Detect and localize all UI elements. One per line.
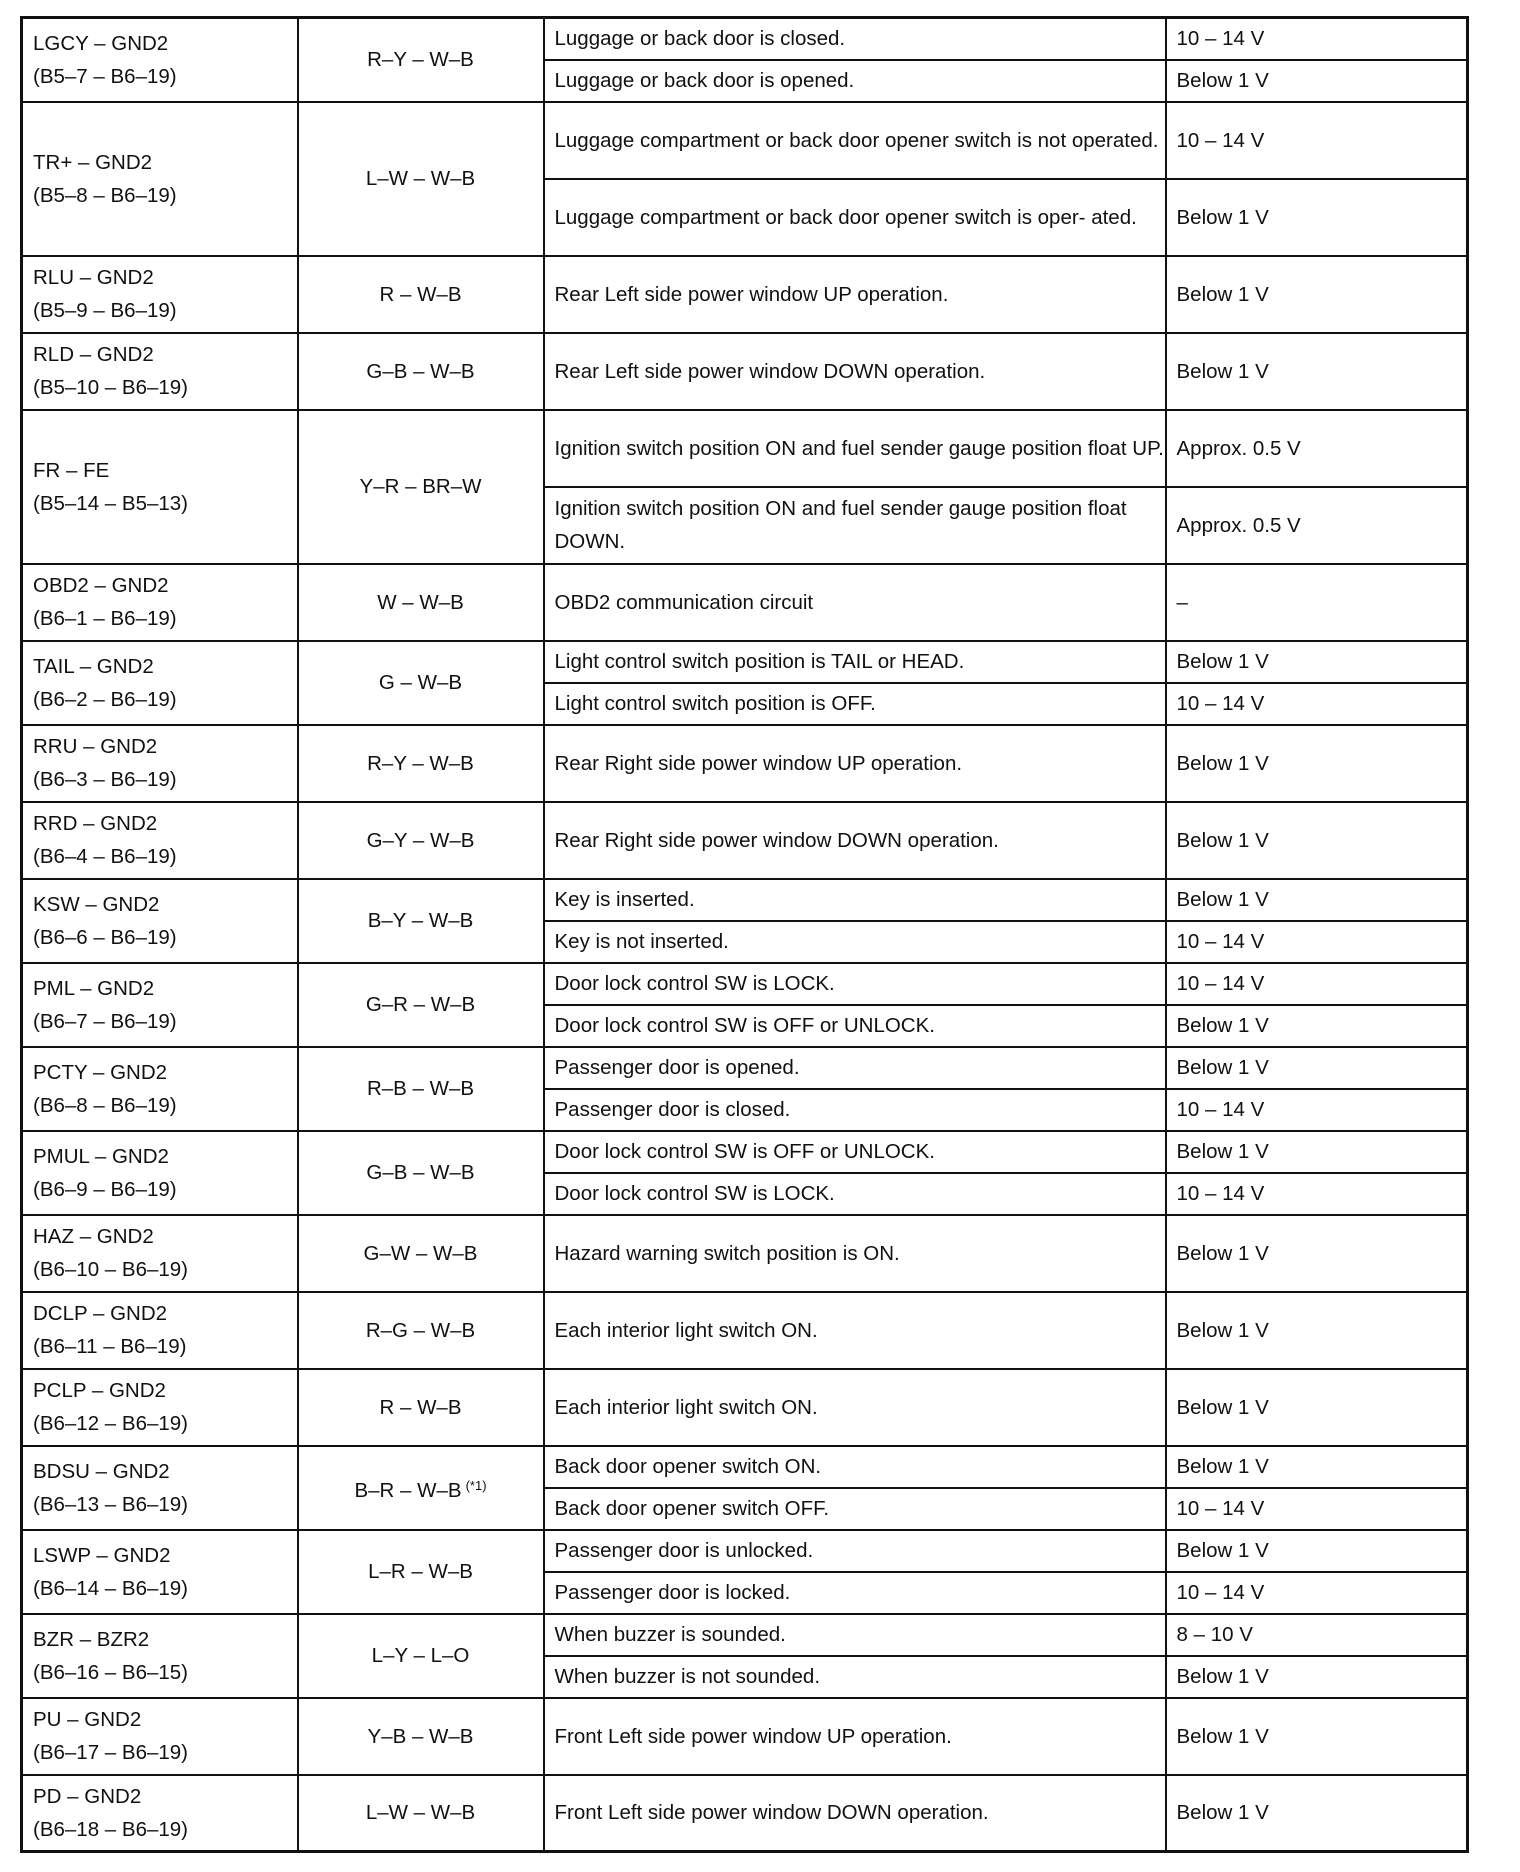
table-row (22, 564, 1468, 641)
terminal-cell (22, 1446, 298, 1530)
specified-value-cell: Below 1 V (1166, 802, 1468, 879)
specified-value-cell: Below 1 V (1166, 1292, 1468, 1369)
terminal-name: BDSU – GND2 (33, 1459, 170, 1483)
table-row (22, 1131, 1468, 1173)
terminal-name: LGCY – GND2 (33, 31, 169, 55)
terminal-pins: (B6–8 – B6–19) (33, 1093, 177, 1117)
wiring-color-cell (298, 1215, 544, 1292)
specified-value-cell: Below 1 V (1166, 1131, 1468, 1173)
condition-cell: Rear Right side power window DOWN operation. (544, 802, 1166, 879)
terminal-cell (22, 1775, 298, 1852)
terminal-cell (22, 1614, 298, 1698)
condition-cell: Passenger door is locked. (544, 1572, 1166, 1614)
footnote-mark: (*1) (465, 1477, 487, 1493)
wiring-color-cell (298, 333, 544, 410)
wiring-color-cell (298, 1614, 544, 1698)
wiring-color: G–B – W–B (366, 359, 475, 383)
terminal-cell (22, 564, 298, 641)
terminal-cell (22, 1131, 298, 1215)
terminal-name: BZR – BZR2 (33, 1627, 150, 1651)
terminal-cell (22, 18, 298, 102)
terminal-pins: (B6–7 – B6–19) (33, 1009, 177, 1033)
wiring-color: Y–R – BR–W (359, 475, 482, 498)
condition-cell: Light control switch position is OFF. (544, 683, 1166, 725)
specified-value-cell: Below 1 V (1166, 1215, 1468, 1292)
specified-value-cell: Below 1 V (1166, 179, 1468, 256)
wiring-color-cell (298, 725, 544, 802)
terminal-pins: (B6–16 – B6–15) (33, 1660, 189, 1684)
table-row (22, 879, 1468, 921)
wiring-color: B–Y – W–B (367, 909, 474, 932)
wiring-color-cell (298, 1047, 544, 1131)
condition-cell: Light control switch position is TAIL or HEAD. (544, 641, 1166, 683)
condition-cell: Back door opener switch ON. (544, 1446, 1166, 1488)
specified-value-cell: 10 – 14 V (1166, 921, 1468, 963)
condition-cell: Passenger door is unlocked. (544, 1530, 1166, 1572)
wiring-color-cell (298, 256, 544, 333)
wiring-color: G–Y – W–B (366, 828, 475, 852)
wiring-color: Y–B – W–B (367, 1724, 474, 1748)
terminal-name: PCTY – GND2 (33, 1060, 168, 1084)
condition-cell: When buzzer is sounded. (544, 1614, 1166, 1656)
condition-cell: When buzzer is not sounded. (544, 1656, 1166, 1698)
terminal-pins: (B6–14 – B6–19) (33, 1576, 189, 1600)
table-row (22, 1614, 1468, 1656)
terminal-pins: (B6–11 – B6–19) (33, 1335, 187, 1358)
terminal-name: KSW – GND2 (33, 892, 160, 916)
terminal-pins: (B5–10 – B6–19) (33, 376, 189, 399)
wiring-color: G – W–B (378, 671, 463, 694)
terminal-pins: (B6–10 – B6–19) (33, 1258, 189, 1281)
wiring-color: R – W–B (379, 1395, 462, 1419)
terminal-name: RRU – GND2 (33, 735, 158, 758)
table-row (22, 410, 1468, 487)
table-row (22, 1292, 1468, 1369)
terminal-name: DCLP – GND2 (33, 1302, 168, 1325)
condition-cell: Luggage or back door is closed. (544, 18, 1166, 60)
table-row (22, 802, 1468, 879)
table-row (22, 1047, 1468, 1089)
specified-value-cell: Below 1 V (1166, 1446, 1468, 1488)
wiring-color-cell (298, 1131, 544, 1215)
terminal-cell (22, 802, 298, 879)
wiring-color: L–W – W–B (365, 167, 476, 190)
condition-cell: Door lock control SW is OFF or UNLOCK. (544, 1005, 1166, 1047)
wiring-color: R – W–B (379, 282, 462, 306)
condition-cell: Rear Left side power window UP operation. (544, 256, 1166, 333)
wiring-color-cell (298, 963, 544, 1047)
table-row (22, 1775, 1468, 1852)
terminal-spec-sheet (20, 16, 1466, 1853)
wiring-color: R–G – W–B (365, 1318, 476, 1342)
terminal-name: HAZ – GND2 (33, 1225, 154, 1248)
terminal-name: OBD2 – GND2 (33, 574, 169, 597)
wiring-color-cell (298, 879, 544, 963)
terminal-pins: (B6–18 – B6–19) (33, 1817, 189, 1841)
specified-value-cell: Approx. 0.5 V (1166, 487, 1468, 564)
terminal-pins: (B6–3 – B6–19) (33, 768, 177, 791)
wiring-color: G–R – W–B (365, 993, 476, 1016)
terminal-cell (22, 1369, 298, 1446)
condition-cell: Back door opener switch OFF. (544, 1488, 1166, 1530)
terminal-pins: (B6–9 – B6–19) (33, 1177, 177, 1201)
terminal-pins: (B6–17 – B6–19) (33, 1741, 189, 1764)
specified-value-cell: Approx. 0.5 V (1166, 410, 1468, 487)
terminal-cell (22, 102, 298, 256)
terminal-voltage-table (20, 16, 1469, 1853)
wiring-color: R–Y – W–B (367, 751, 474, 775)
wiring-color: L–R – W–B (368, 1560, 473, 1583)
wiring-color: G–W – W–B (363, 1241, 478, 1265)
specified-value-cell: Below 1 V (1166, 879, 1468, 921)
condition-cell: Door lock control SW is OFF or UNLOCK. (544, 1131, 1166, 1173)
terminal-cell (22, 256, 298, 333)
wiring-color-cell (298, 1369, 544, 1446)
condition-cell: Passenger door is closed. (544, 1089, 1166, 1131)
specified-value-cell: Below 1 V (1166, 333, 1468, 410)
terminal-name: RLD – GND2 (33, 343, 154, 366)
table-row (22, 641, 1468, 683)
terminal-pins: (B5–14 – B5–13) (33, 491, 189, 515)
condition-cell: Key is not inserted. (544, 921, 1166, 963)
terminal-cell (22, 641, 298, 725)
table-row (22, 963, 1468, 1005)
specified-value-cell: 10 – 14 V (1166, 1488, 1468, 1530)
specified-value-cell: 10 – 14 V (1166, 1089, 1468, 1131)
terminal-pins: (B5–8 – B6–19) (33, 183, 177, 207)
terminal-name: TR+ – GND2 (33, 150, 153, 174)
specified-value-cell: Below 1 V (1166, 1530, 1468, 1572)
specified-value-cell: 10 – 14 V (1166, 1173, 1468, 1215)
terminal-cell (22, 333, 298, 410)
terminal-cell (22, 963, 298, 1047)
specified-value-cell: Below 1 V (1166, 1775, 1468, 1852)
terminal-pins: (B6–13 – B6–19) (33, 1492, 189, 1516)
table-row (22, 1369, 1468, 1446)
terminal-name: TAIL – GND2 (33, 654, 154, 678)
specified-value-cell: 10 – 14 V (1166, 102, 1468, 179)
condition-cell: Hazard warning switch position is ON. (544, 1215, 1166, 1292)
condition-cell: Ignition switch position ON and fuel sender gauge position float DOWN. (544, 487, 1166, 564)
wiring-color-cell (298, 1446, 544, 1530)
wiring-color-cell (298, 1698, 544, 1775)
wiring-color-cell (298, 1775, 544, 1852)
table-row (22, 725, 1468, 802)
table-row (22, 1698, 1468, 1775)
condition-cell: Front Left side power window DOWN operation. (544, 1775, 1166, 1852)
terminal-cell (22, 1047, 298, 1131)
specified-value-cell: Below 1 V (1166, 256, 1468, 333)
terminal-pins: (B6–6 – B6–19) (33, 925, 177, 949)
terminal-cell (22, 1698, 298, 1775)
condition-cell: Luggage or back door is opened. (544, 60, 1166, 102)
specified-value-cell: 10 – 14 V (1166, 963, 1468, 1005)
specified-value-cell: Below 1 V (1166, 1369, 1468, 1446)
terminal-cell (22, 1530, 298, 1614)
condition-cell: Ignition switch position ON and fuel sender gauge position float UP. (544, 410, 1166, 487)
terminal-pins: (B6–12 – B6–19) (33, 1412, 189, 1435)
wiring-color-cell (298, 102, 544, 256)
specified-value-cell: 8 – 10 V (1166, 1614, 1468, 1656)
specified-value-cell: Below 1 V (1166, 60, 1468, 102)
condition-cell: Each interior light switch ON. (544, 1369, 1166, 1446)
condition-cell: Rear Right side power window UP operation. (544, 725, 1166, 802)
terminal-name: RRD – GND2 (33, 812, 158, 835)
specified-value-cell: 10 – 14 V (1166, 18, 1468, 60)
terminal-pins: (B6–2 – B6–19) (33, 687, 177, 711)
wiring-color: R–Y – W–B (367, 48, 474, 72)
condition-cell: Each interior light switch ON. (544, 1292, 1166, 1369)
specified-value-cell: 10 – 14 V (1166, 1572, 1468, 1614)
specified-value-cell: Below 1 V (1166, 1005, 1468, 1047)
terminal-name: PCLP – GND2 (33, 1379, 166, 1402)
terminal-cell (22, 1215, 298, 1292)
table-row (22, 1215, 1468, 1292)
wiring-color-cell (298, 1530, 544, 1614)
terminal-name: LSWP – GND2 (33, 1543, 171, 1567)
table-row (22, 256, 1468, 333)
wiring-color: G–B – W–B (366, 1161, 475, 1184)
wiring-color: L–W – W–B (365, 1801, 476, 1825)
terminal-pins: (B6–4 – B6–19) (33, 845, 177, 868)
table-row (22, 102, 1468, 179)
condition-cell: Door lock control SW is LOCK. (544, 963, 1166, 1005)
condition-cell: Luggage compartment or back door opener switch is not operated. (544, 102, 1166, 179)
terminal-pins: (B5–7 – B6–19) (33, 64, 177, 88)
wiring-color-cell (298, 18, 544, 102)
wiring-color: W – W–B (377, 590, 464, 614)
table-body (22, 18, 1468, 1852)
terminal-cell (22, 1292, 298, 1369)
specified-value-cell: – (1166, 564, 1468, 641)
table-row (22, 1446, 1468, 1488)
condition-cell: Front Left side power window UP operation. (544, 1698, 1166, 1775)
specified-value-cell: Below 1 V (1166, 1047, 1468, 1089)
condition-cell: Key is inserted. (544, 879, 1166, 921)
terminal-name: FR – FE (33, 458, 110, 482)
terminal-name: PML – GND2 (33, 976, 155, 1000)
terminal-pins: (B6–1 – B6–19) (33, 607, 177, 630)
terminal-cell (22, 879, 298, 963)
table-row (22, 333, 1468, 410)
terminal-name: RLU – GND2 (33, 266, 154, 289)
terminal-name: PD – GND2 (33, 1784, 142, 1808)
terminal-cell (22, 410, 298, 564)
wiring-color: B–R – W–B (354, 1478, 462, 1502)
condition-cell: Rear Left side power window DOWN operation. (544, 333, 1166, 410)
wiring-color: L–Y – L–O (371, 1644, 470, 1667)
condition-cell: Door lock control SW is LOCK. (544, 1173, 1166, 1215)
wiring-color-cell (298, 802, 544, 879)
wiring-color-cell (298, 641, 544, 725)
table-row (22, 18, 1468, 60)
wiring-color-cell (298, 410, 544, 564)
wiring-color: R–B – W–B (366, 1077, 475, 1100)
terminal-name: PMUL – GND2 (33, 1144, 169, 1168)
specified-value-cell: Below 1 V (1166, 1698, 1468, 1775)
condition-cell: OBD2 communication circuit (544, 564, 1166, 641)
table-row (22, 1530, 1468, 1572)
specified-value-cell: Below 1 V (1166, 1656, 1468, 1698)
specified-value-cell: Below 1 V (1166, 641, 1468, 683)
terminal-name: PU – GND2 (33, 1708, 142, 1731)
specified-value-cell: 10 – 14 V (1166, 683, 1468, 725)
wiring-color-cell (298, 1292, 544, 1369)
terminal-pins: (B5–9 – B6–19) (33, 299, 177, 322)
condition-cell: Passenger door is opened. (544, 1047, 1166, 1089)
terminal-cell (22, 725, 298, 802)
wiring-color-cell (298, 564, 544, 641)
condition-cell: Luggage compartment or back door opener switch is oper- ated. (544, 179, 1166, 256)
specified-value-cell: Below 1 V (1166, 725, 1468, 802)
